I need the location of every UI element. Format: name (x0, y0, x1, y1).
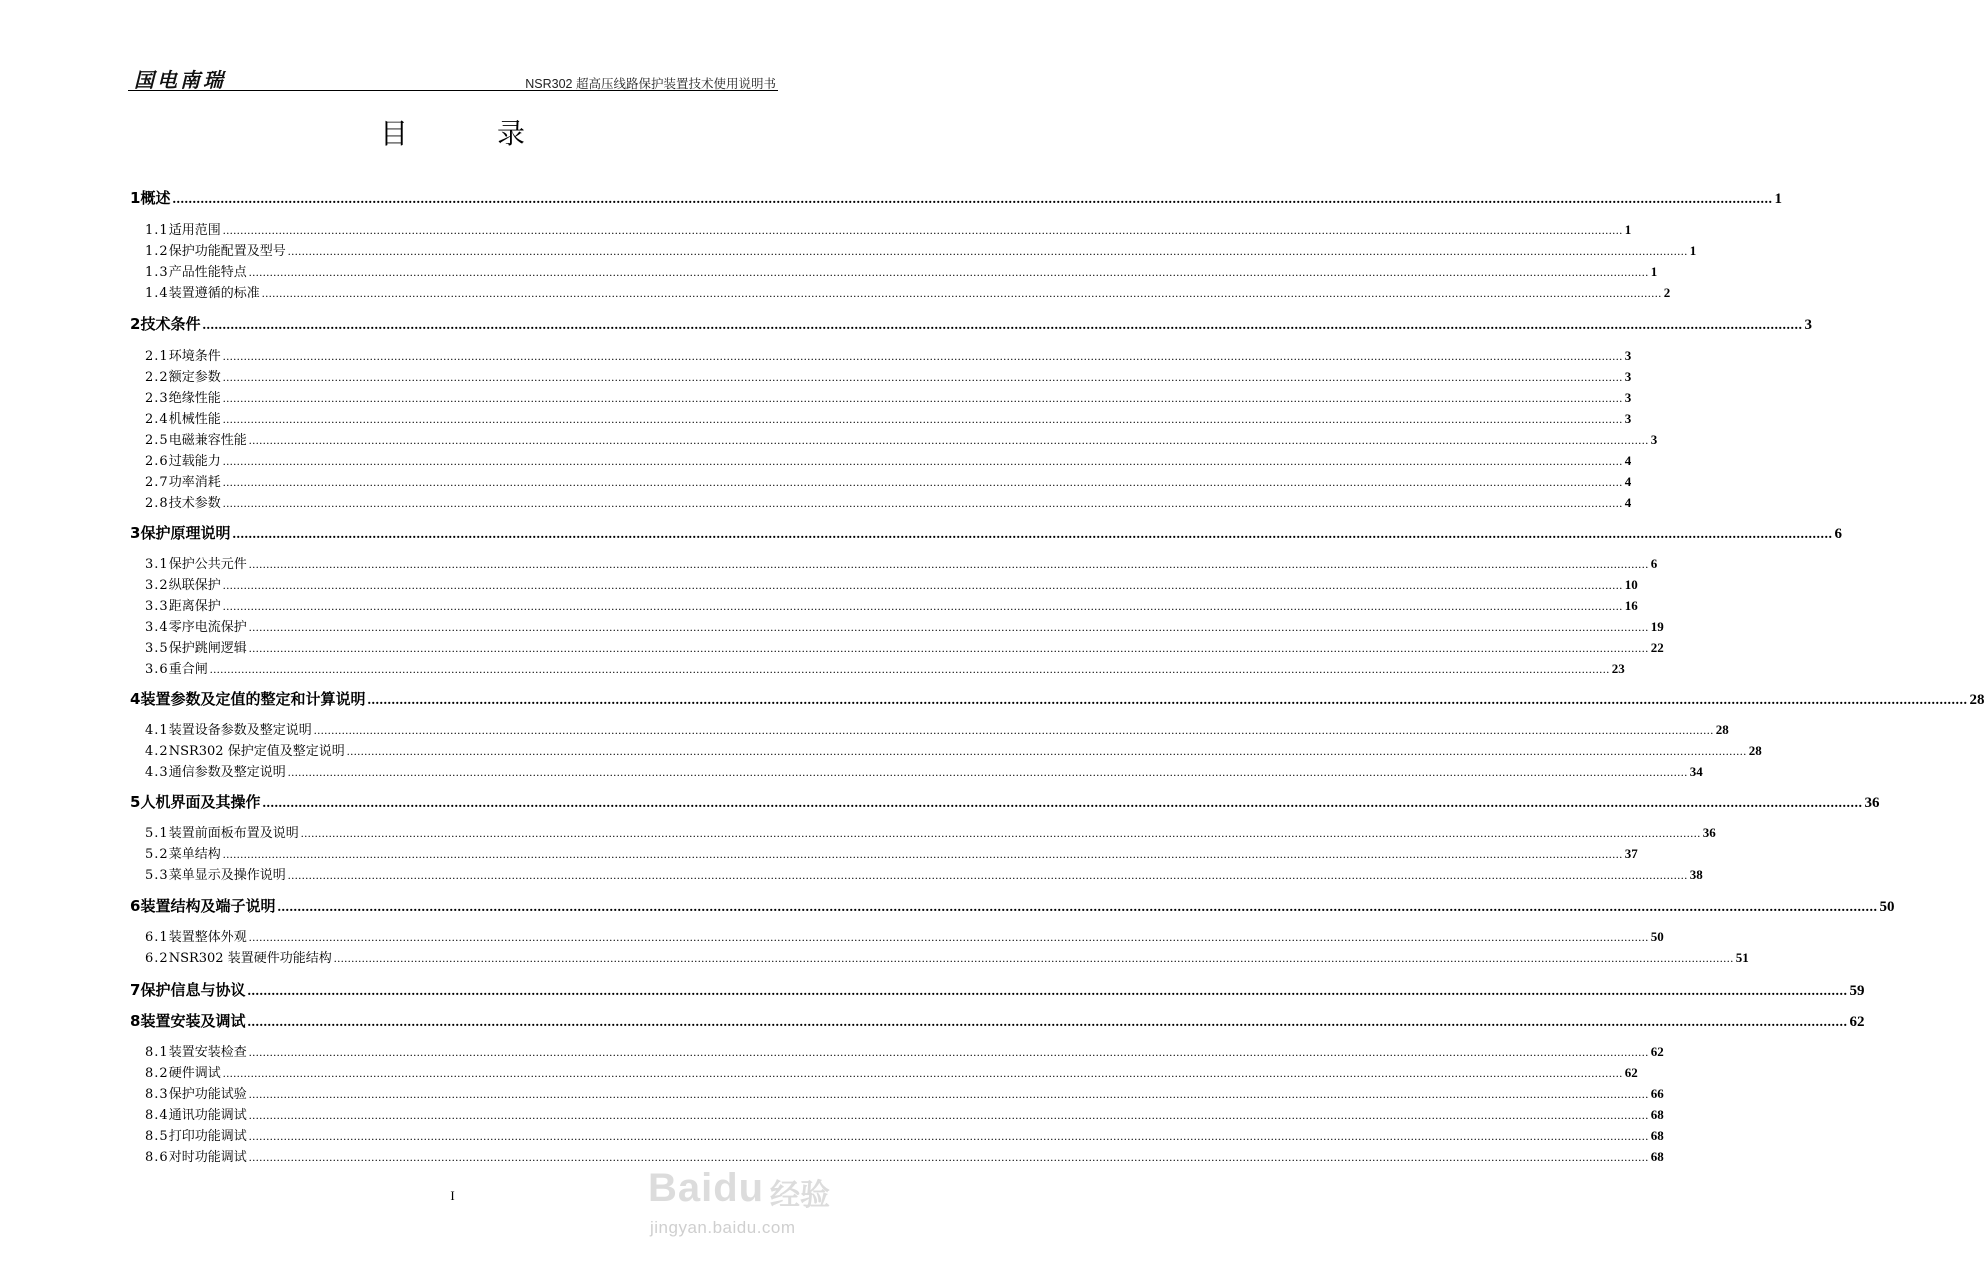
toc-entry-number: 8.6 (145, 1150, 169, 1165)
toc-entry-label: 概述 (140, 189, 171, 207)
toc-entry-label: 装置整体外观 (168, 930, 247, 945)
toc-section-entry[interactable] (145, 843, 1638, 862)
toc-entry-page: 50 (1879, 899, 1895, 915)
toc-entry-page: 50 (1650, 929, 1664, 944)
toc-entry-label: 装置安装检查 (168, 1045, 247, 1060)
header-rule (128, 90, 778, 91)
toc-chapter-entry[interactable] (130, 791, 1880, 813)
toc-chapter-entry[interactable] (130, 313, 1812, 335)
toc-section-entry[interactable] (145, 1062, 1638, 1081)
toc-entry-number: 1.2 (145, 244, 169, 259)
toc-leader-dots: ................................................................................................................................................................................................................................................................................................................................................................................................................ (222, 496, 1623, 510)
toc-entry-page: 10 (1624, 577, 1638, 592)
toc-chapter-entry[interactable] (130, 979, 1865, 1001)
toc-leader-dots: ................................................................................................................................................................................................................................................................................................................................................................................................................ (172, 192, 1773, 207)
toc-section-entry[interactable] (145, 822, 1716, 841)
toc-leader-dots: ................................................................................................................................................................................................................................................................................................................................................................................................................ (248, 620, 1649, 634)
toc-entry-page: 3 (1624, 411, 1632, 426)
toc-leader-dots: ................................................................................................................................................................................................................................................................................................................................................................................................................ (247, 1015, 1848, 1030)
toc-entry-label: 硬件调试 (168, 1066, 221, 1081)
toc-chapter-entry[interactable] (130, 1010, 1865, 1032)
toc-section-entry[interactable] (145, 408, 1632, 427)
toc-leader-dots: ................................................................................................................................................................................................................................................................................................................................................................................................................ (367, 693, 1968, 708)
toc-entry-number: 8 (130, 1012, 141, 1030)
toc-entry-number: 6.2 (145, 951, 169, 966)
toc-entry-number: 5 (130, 793, 141, 811)
toc-entry-page: 59 (1849, 983, 1865, 999)
toc-entry-label: 对时功能调试 (168, 1150, 247, 1165)
toc-entry-label: 保护功能试验 (168, 1087, 247, 1102)
toc-entry-number: 4.1 (145, 723, 169, 738)
toc-entry-number: 3 (130, 524, 141, 542)
toc-entry-number: 8.5 (145, 1129, 169, 1144)
toc-entry-number: 4.2 (145, 744, 169, 759)
toc-leader-dots: ................................................................................................................................................................................................................................................................................................................................................................................................................ (248, 265, 1649, 279)
toc-entry-page: 16 (1624, 598, 1638, 613)
toc-entry-label: 人机界面及其操作 (140, 793, 261, 811)
toc-entry-label: 绝缘性能 (168, 391, 221, 406)
toc-entry-label: 保护原理说明 (140, 524, 231, 542)
toc-entry-number: 5.3 (145, 868, 169, 883)
toc-entry-label: 适用范围 (168, 223, 221, 238)
toc-leader-dots: ................................................................................................................................................................................................................................................................................................................................................................................................................ (222, 370, 1623, 384)
toc-entry-page: 4 (1624, 495, 1632, 510)
toc-entry-number: 3.2 (145, 578, 169, 593)
toc-section-entry[interactable] (145, 761, 1703, 780)
toc-entry-label: 保护信息与协议 (140, 981, 246, 999)
toc-leader-dots: ................................................................................................................................................................................................................................................................................................................................................................................................................ (248, 1045, 1649, 1059)
toc-entry-label: 装置参数及定值的整定和计算说明 (140, 690, 366, 708)
toc-leader-dots: ................................................................................................................................................................................................................................................................................................................................................................................................................ (248, 1087, 1649, 1101)
toc-entry-label: 通讯功能调试 (168, 1108, 247, 1123)
toc-entry-page: 19 (1650, 619, 1664, 634)
toc-leader-dots: ................................................................................................................................................................................................................................................................................................................................................................................................................ (262, 796, 1863, 811)
toc-entry-number: 3.4 (145, 620, 169, 635)
toc-entry-page: 62 (1849, 1014, 1865, 1030)
toc-leader-dots: ................................................................................................................................................................................................................................................................................................................................................................................................................ (247, 984, 1848, 999)
toc-leader-dots: ................................................................................................................................................................................................................................................................................................................................................................................................................ (222, 391, 1623, 405)
toc-entry-number: 1.4 (145, 286, 169, 301)
baidu-watermark (640, 1160, 880, 1250)
toc-entry-page: 4 (1624, 453, 1632, 468)
toc-entry-label: 通信参数及整定说明 (168, 765, 286, 780)
toc-entry-number: 4.3 (145, 765, 169, 780)
toc-entry-number: 8.2 (145, 1066, 169, 1081)
toc-entry-number: 6.1 (145, 930, 169, 945)
toc-entry-page: 37 (1624, 846, 1638, 861)
toc-leader-dots: ................................................................................................................................................................................................................................................................................................................................................................................................................ (248, 1150, 1649, 1164)
toc-entry-page: 62 (1624, 1065, 1638, 1080)
toc-entry-number: 5.1 (145, 826, 169, 841)
toc-entry-label: 保护公共元件 (168, 557, 247, 572)
toc-entry-label: 过载能力 (168, 454, 221, 469)
watermark-url: jingyan.baidu.com (650, 1218, 796, 1237)
toc-entry-page: 38 (1689, 867, 1703, 882)
toc-entry-label: 装置结构及端子说明 (140, 897, 276, 915)
toc-entry-page: 3 (1624, 369, 1632, 384)
toc-chapter-entry[interactable] (130, 895, 1895, 917)
toc-leader-dots: ................................................................................................................................................................................................................................................................................................................................................................................................................ (248, 433, 1649, 447)
toc-entry-label: 纵联保护 (168, 578, 221, 593)
toc-leader-dots: ................................................................................................................................................................................................................................................................................................................................................................................................................ (222, 847, 1623, 861)
toc-section-entry[interactable] (145, 429, 1658, 448)
toc-entry-label: 保护跳闸逻辑 (168, 641, 247, 656)
toc-leader-dots: ................................................................................................................................................................................................................................................................................................................................................................................................................ (333, 951, 1734, 965)
toc-leader-dots: ................................................................................................................................................................................................................................................................................................................................................................................................................ (248, 641, 1649, 655)
toc-leader-dots: ................................................................................................................................................................................................................................................................................................................................................................................................................ (202, 318, 1803, 333)
toc-section-entry[interactable] (145, 637, 1664, 656)
watermark-brand: Baidu (648, 1166, 765, 1210)
toc-entry-number: 2.5 (145, 433, 169, 448)
toc-entry-label: 菜单显示及操作说明 (168, 868, 286, 883)
toc-leader-dots: ................................................................................................................................................................................................................................................................................................................................................................................................................ (248, 1129, 1649, 1143)
toc-section-entry[interactable] (145, 616, 1664, 635)
toc-leader-dots: ................................................................................................................................................................................................................................................................................................................................................................................................................ (222, 412, 1623, 426)
toc-entry-page: 1 (1650, 264, 1658, 279)
toc-entry-number: 3.5 (145, 641, 169, 656)
toc-heading: 目 录 (380, 117, 565, 150)
toc-entry-number: 2.8 (145, 496, 169, 511)
toc-entry-number: 2.3 (145, 391, 169, 406)
toc-entry-label: 零序电流保护 (168, 620, 247, 635)
toc-leader-dots: ................................................................................................................................................................................................................................................................................................................................................................................................................ (222, 454, 1623, 468)
toc-entry-number: 3.1 (145, 557, 169, 572)
toc-entry-label: 环境条件 (168, 349, 221, 364)
toc-section-entry[interactable] (145, 219, 1632, 238)
toc-section-entry[interactable] (145, 864, 1703, 883)
toc-entry-label: 菜单结构 (168, 847, 221, 862)
toc-section-entry[interactable] (145, 492, 1632, 511)
toc-section-entry[interactable] (145, 1041, 1664, 1060)
toc-leader-dots: ................................................................................................................................................................................................................................................................................................................................................................................................................ (222, 578, 1623, 592)
toc-leader-dots: ................................................................................................................................................................................................................................................................................................................................................................................................................ (222, 599, 1623, 613)
running-header (128, 62, 778, 90)
toc-leader-dots: ................................................................................................................................................................................................................................................................................................................................................................................................................ (287, 244, 1688, 258)
toc-entry-page: 23 (1611, 661, 1625, 676)
toc-section-entry[interactable] (145, 595, 1638, 614)
toc-section-entry[interactable] (145, 240, 1697, 259)
toc-leader-dots: ................................................................................................................................................................................................................................................................................................................................................................................................................ (313, 723, 1714, 737)
toc-entry-page: 36 (1702, 825, 1716, 840)
toc-entry-page: 36 (1864, 795, 1880, 811)
company-logo: 国电南瑞 (134, 68, 226, 92)
toc-entry-label: 重合闸 (168, 662, 208, 677)
toc-entry-label: 技术参数 (168, 496, 221, 511)
toc-entry-page: 66 (1650, 1086, 1664, 1101)
toc-section-entry[interactable] (145, 471, 1632, 490)
toc-entry-label: 电磁兼容性能 (168, 433, 247, 448)
toc-entry-page: 28 (1748, 743, 1762, 758)
toc-entry-page: 1 (1689, 243, 1697, 258)
toc-entry-page: 34 (1689, 764, 1703, 779)
toc-entry-page: 62 (1650, 1044, 1664, 1059)
toc-section-entry[interactable] (145, 261, 1658, 280)
toc-leader-dots: ................................................................................................................................................................................................................................................................................................................................................................................................................ (232, 527, 1833, 542)
toc-leader-dots: ................................................................................................................................................................................................................................................................................................................................................................................................................ (300, 826, 1701, 840)
toc-section-entry[interactable] (145, 387, 1632, 406)
toc-entry-page: 6 (1834, 526, 1842, 542)
toc-entry-label: 保护功能配置及型号 (168, 244, 286, 259)
toc-entry-page: 22 (1650, 640, 1664, 655)
toc-entry-number: 2 (130, 315, 141, 333)
toc-entry-label: 产品性能特点 (168, 265, 247, 280)
document-title: NSR302 超高压线路保护装置技术使用说明书 (525, 77, 776, 91)
toc-section-entry[interactable] (145, 719, 1729, 738)
toc-entry-page: 2 (1663, 285, 1671, 300)
toc-leader-dots: ................................................................................................................................................................................................................................................................................................................................................................................................................ (222, 475, 1623, 489)
toc-leader-dots: ................................................................................................................................................................................................................................................................................................................................................................................................................ (222, 349, 1623, 363)
toc-entry-number: 2.4 (145, 412, 169, 427)
toc-entry-number: 1 (130, 189, 141, 207)
toc-entry-label: 额定参数 (168, 370, 221, 385)
toc-leader-dots: ................................................................................................................................................................................................................................................................................................................................................................................................................ (287, 868, 1688, 882)
toc-entry-page: 28 (1715, 722, 1729, 737)
toc-entry-page: 28 (1969, 692, 1984, 708)
toc-leader-dots: ................................................................................................................................................................................................................................................................................................................................................................................................................ (222, 1066, 1623, 1080)
toc-entry-page: 68 (1650, 1149, 1664, 1164)
toc-section-entry[interactable] (145, 947, 1749, 966)
toc-entry-page: 3 (1804, 317, 1812, 333)
toc-entry-number: 2.6 (145, 454, 169, 469)
toc-entry-number: 2.1 (145, 349, 169, 364)
toc-leader-dots: ................................................................................................................................................................................................................................................................................................................................................................................................................ (261, 286, 1662, 300)
toc-entry-page: 6 (1650, 556, 1658, 571)
toc-entry-page: 4 (1624, 474, 1632, 489)
toc-entry-label: 距离保护 (168, 599, 221, 614)
toc-section-entry[interactable] (145, 574, 1638, 593)
toc-entry-label: 装置遵循的标准 (168, 286, 260, 301)
toc-section-entry[interactable] (145, 926, 1664, 945)
toc-leader-dots: ................................................................................................................................................................................................................................................................................................................................................................................................................ (248, 557, 1649, 571)
toc-entry-label: 功率消耗 (168, 475, 221, 490)
toc-entry-number: 7 (130, 981, 141, 999)
toc-entry-number: 1.3 (145, 265, 169, 280)
toc-entry-page: 68 (1650, 1128, 1664, 1143)
toc-entry-page: 1 (1624, 222, 1632, 237)
toc-entry-page: 1 (1774, 191, 1782, 207)
toc-entry-page: 51 (1735, 950, 1749, 965)
toc-leader-dots: ................................................................................................................................................................................................................................................................................................................................................................................................................ (346, 744, 1747, 758)
toc-chapter-entry[interactable] (130, 688, 1984, 710)
toc-chapter-entry[interactable] (130, 522, 1842, 544)
toc-leader-dots: ................................................................................................................................................................................................................................................................................................................................................................................................................ (209, 662, 1610, 676)
toc-section-entry[interactable] (145, 366, 1632, 385)
toc-leader-dots: ................................................................................................................................................................................................................................................................................................................................................................................................................ (248, 930, 1649, 944)
toc-entry-number: 3.6 (145, 662, 169, 677)
toc-entry-number: 2.7 (145, 475, 169, 490)
toc-entry-number: 1.1 (145, 223, 169, 238)
toc-section-entry[interactable] (145, 345, 1632, 364)
toc-entry-label: NSR302 保护定值及整定说明 (168, 744, 345, 759)
toc-entry-number: 4 (130, 690, 141, 708)
watermark-brand-cn: 经验 (770, 1178, 830, 1213)
toc-entry-number: 3.3 (145, 599, 169, 614)
toc-leader-dots: ................................................................................................................................................................................................................................................................................................................................................................................................................ (222, 223, 1623, 237)
page-number: I (450, 1188, 455, 1203)
toc-entry-label: NSR302 装置硬件功能结构 (168, 951, 332, 966)
toc-entry-label: 机械性能 (168, 412, 221, 427)
toc-entry-number: 8.3 (145, 1087, 169, 1102)
toc-entry-page: 3 (1650, 432, 1658, 447)
toc-entry-label: 装置安装及调试 (140, 1012, 246, 1030)
toc-leader-dots: ................................................................................................................................................................................................................................................................................................................................................................................................................ (248, 1108, 1649, 1122)
toc-section-entry[interactable] (145, 1104, 1664, 1123)
toc-entry-number: 8.4 (145, 1108, 169, 1123)
toc-entry-page: 68 (1650, 1107, 1664, 1122)
toc-entry-label: 装置设备参数及整定说明 (168, 723, 312, 738)
toc-section-entry[interactable] (145, 553, 1658, 572)
toc-entry-label: 装置前面板布置及说明 (168, 826, 299, 841)
toc-entry-page: 3 (1624, 348, 1632, 363)
toc-section-entry[interactable] (145, 1125, 1664, 1144)
toc-entry-number: 2.2 (145, 370, 169, 385)
toc-entry-label: 打印功能调试 (168, 1129, 247, 1144)
toc-entry-page: 3 (1624, 390, 1632, 405)
toc-leader-dots: ................................................................................................................................................................................................................................................................................................................................................................................................................ (277, 900, 1878, 915)
toc-section-entry[interactable] (145, 740, 1762, 759)
toc-entry-number: 5.2 (145, 847, 169, 862)
toc-section-entry[interactable] (145, 450, 1632, 469)
toc-entry-number: 6 (130, 897, 141, 915)
toc-section-entry[interactable] (145, 658, 1625, 677)
toc-entry-label: 技术条件 (140, 315, 201, 333)
toc-section-entry[interactable] (145, 282, 1671, 301)
toc-entry-number: 8.1 (145, 1045, 169, 1060)
toc-section-entry[interactable] (145, 1083, 1664, 1102)
toc-leader-dots: ................................................................................................................................................................................................................................................................................................................................................................................................................ (287, 765, 1688, 779)
toc-chapter-entry[interactable] (130, 187, 1782, 209)
